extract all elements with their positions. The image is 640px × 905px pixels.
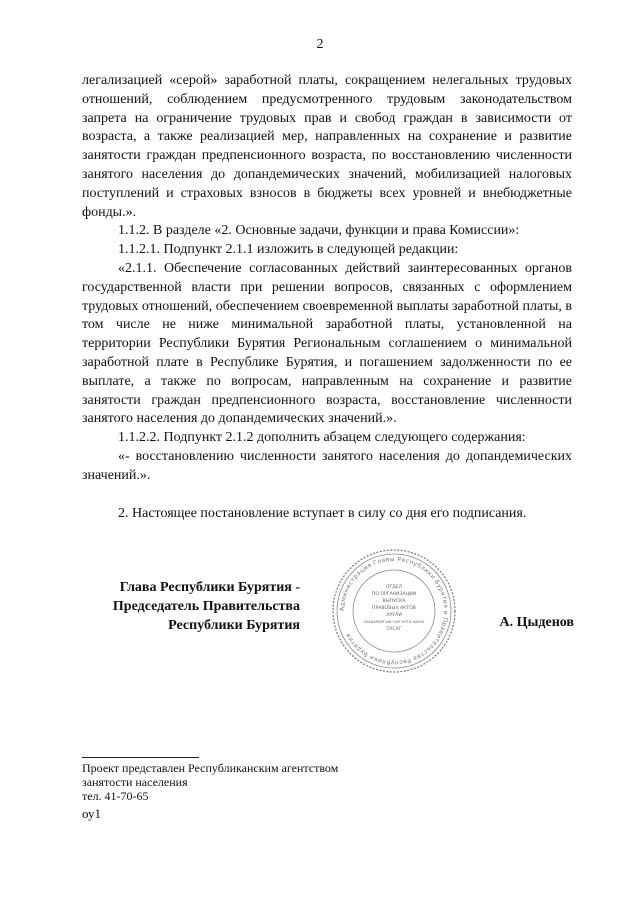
- page-number: 2: [316, 37, 324, 52]
- paragraph-addition: «- восстановлению численности занятого населения до допандемических значений.».: [82, 448, 572, 483]
- footnote: [82, 761, 442, 803]
- footnote-line: занятости населения: [82, 775, 188, 789]
- body-text: [82, 72, 572, 523]
- signatory-title-line: Республики Бурятия: [168, 618, 300, 633]
- signatory-title-line: Председатель Правительства: [112, 599, 300, 614]
- signer-name: А. Цыденов: [499, 615, 574, 630]
- paragraph-subclause-1-1-2-1: 1.1.2.1. Подпункт 2.1.1 изложить в следующей редакции:: [118, 242, 459, 258]
- footnote-line: Проект представлен Республиканским агентством: [82, 761, 339, 775]
- footnote-rule: [82, 757, 199, 758]
- document-code: оу1: [82, 806, 102, 821]
- stamp-inner-line: ЗААБАРИЛГЫН ГАРГАЛГА ХАРАХ: [363, 620, 425, 624]
- paragraph-continuation: легализацией «серой» заработной платы, сокращением нелегальных трудовых отношений, соблюдением предусмотренного трудовым законодательством запрета на ограничение трудовых прав и свобод граждан в зависимости от возраста, а также реализацией мер, направленных на сохранение и развитие занятости граждан предпенсионного возраста, по восстановлению численности занятого населения до допандемических значений, мобилизацией налоговых поступлений и страховых взносов в бюджеты всех уровней и внебюджетные фонды.».: [82, 73, 572, 220]
- stamp-inner-line: ПРАВОВЫХ АКТОВ: [372, 606, 416, 611]
- official-stamp: [330, 547, 458, 675]
- signatory-title-line: Глава Республики Бурятия -: [119, 580, 300, 595]
- stamp-inner-line: ТАСАГ: [386, 627, 402, 632]
- paragraph-section-1-1-2: 1.1.2. В разделе «2. Основные задачи, функции и права Комиссии»:: [118, 223, 520, 239]
- paragraph-effective-date: 2. Настоящее постановление вступает в силу со дня его подписания.: [118, 505, 527, 521]
- signatory-title: [70, 578, 300, 635]
- stamp-inner-line: ВЫПУСКА: [382, 599, 406, 604]
- stamp-inner-line: ПО ОРГАНИЗАЦИИ: [371, 592, 417, 597]
- footnote-phone: тел. 41-70-65: [82, 789, 149, 803]
- paragraph-clause-2-1-1: «2.1.1. Обеспечение согласованных действий заинтересованных органов государственной власти при решении вопросов, связанных с оформлением трудовых отношений, обеспечением своевременной выплаты заработной платы, в том числе не ниже минимальной заработной платы, установленной на территории Республики Бурятия Региональным соглашением о минимальной заработной плате в Республике Бурятия, и погашением задолженности по ее выплате, а также по вопросам, направленным на сохранение и развитие занятости граждан предпенсионного возраста, восстановление численности занятого населения до допандемических значений.».: [82, 260, 572, 427]
- stamp-inner-line: ОТДЕЛ: [385, 585, 403, 590]
- paragraph-subclause-1-1-2-2: 1.1.2.2. Подпункт 2.1.2 дополнить абзацем следующего содержания:: [118, 430, 526, 446]
- stamp-inner-line: ХУУЛИ: [386, 613, 402, 618]
- stamp-ring-text: Администрация Главы Республики Бурятия и Правительства Республики Бурятия: [338, 555, 450, 667]
